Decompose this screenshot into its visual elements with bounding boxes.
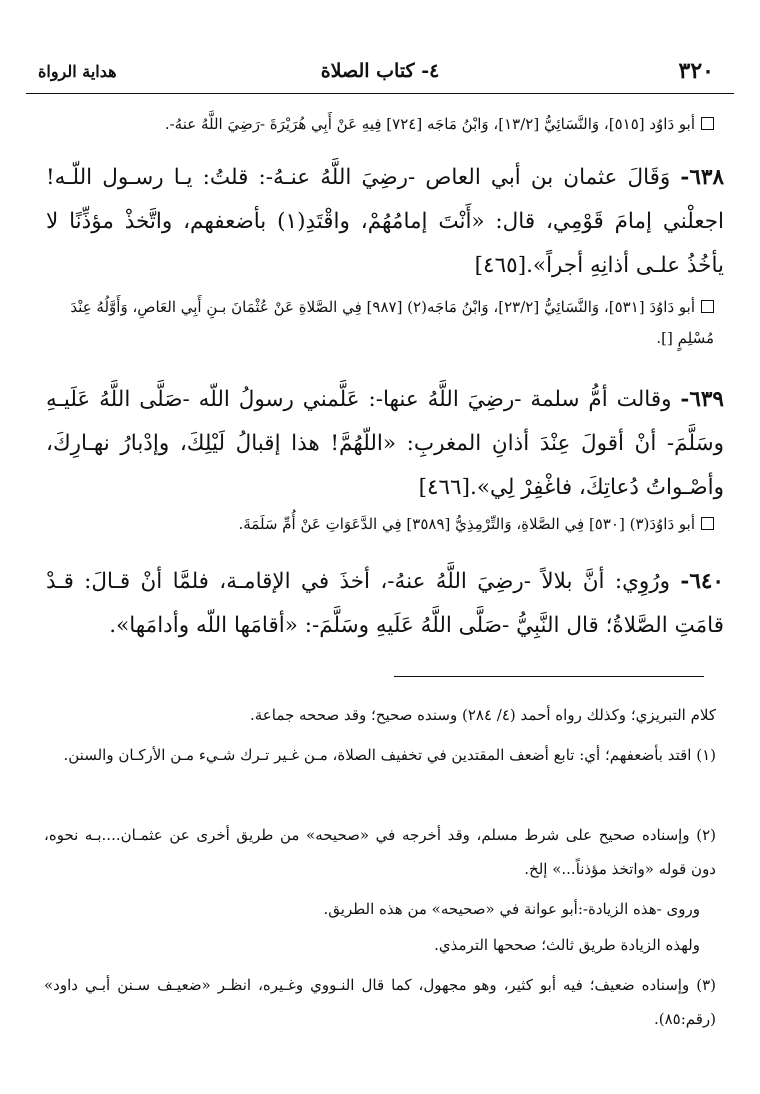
- source-text: أبو دَاوُدَ(٣) [٥٣٠] فِي الصَّلاةِ، وَالتِّرْمِذِيُّ [٣٥٨٩] فِي الدَّعَوَاتِ عَنْ أُمِّ سَلَمَةَ.: [238, 515, 695, 533]
- footnote-2-addition: وروى -هذه الزيادة-:أبو عوانة في «صحيحه» من هذه الطريق.: [323, 900, 700, 918]
- footnote-2-third-route: ولهذه الزيادة طريق ثالث؛ صححها الترمذي.: [434, 936, 700, 954]
- source-reference-1: [60, 108, 714, 140]
- hadith-639: [46, 378, 724, 510]
- source-reference-2: [60, 292, 714, 354]
- page-header: [26, 58, 734, 88]
- source-text: أبو دَاوُدَ [٥٣١]، وَالنَّسَائِيُّ [٢٣/٢]، وَابْنُ مَاجَه(٢) [٩٨٧] فِي الصَّلاةِ عَنْ عُثْمَانَ بـنِ أَبِي العَاصِ، وَأَوَّلُهُ عِنْدَ مُسْلِمٍ [].: [70, 298, 714, 347]
- chapter-title: ٤- كتاب الصلاة: [320, 60, 440, 82]
- footnote-2: (٢) وإسناده صحيح على شرط مسلم، وقد أخرجه في «صحيحه» من طريق أخرى عن عثمـان....بـه نحوه، دون قوله «واتخذ مؤذناً...» إلخ.: [44, 826, 716, 878]
- footnote-1: (١) اقتد بأضعفهم؛ أي: تابع أضعف المقتدين في تخفيف الصلاة، مـن غـير تـرك شـيء مـن الأركـان والسنن.: [63, 746, 716, 764]
- source-text: أبو دَاوُد [٥١٥]، وَالنَّسَائِيُّ [١٣/٢]، وَابْنُ مَاجَه [٧٢٤] فِيهِ عَنْ أَبِي هُرَيْرَةَ -رَضِيَ اللَّهُ عنهُ-.: [164, 115, 695, 133]
- hadith-text: وَقَالَ عثمان بن أبي العاص -رضِيَ اللَّهُ عنـهُ-: قلتُ: يـا رسـول اللّـه! اجعلْني إمامَ قَوْمِي، قال: «أَنْتَ إمامُهُمْ، واقْتَدِ(١) بأضعفهم، واتَّخذْ مؤذِّنًا لا يأخُذُ علـى أذانِهِ أجراً».[٤٦٥]: [46, 165, 724, 278]
- checkbox-square-icon: [701, 300, 714, 313]
- footnote-continued: كلام التبريزي؛ وكذلك رواه أحمد (٤/ ٢٨٤) وسنده صحيح؛ وقد صححه جماعة.: [249, 706, 716, 724]
- footnote-3: (٣) وإسناده ضعيف؛ فيه أبو كثير، وهو مجهول، كما قال النـووي وغـيره، انظـر «ضعيـف سـنن أبـي داود» (رقم:٨٥).: [44, 976, 716, 1028]
- checkbox-square-icon: [701, 517, 714, 530]
- hadith-number: ٦٤٠-: [680, 569, 724, 594]
- hadith-text: وقالت أمُّ سلمة -رضِيَ اللَّهُ عنها-: عَلَّمني رسولُ اللّه -صَلَّى اللَّهُ عَلَيـهِ وسَلَّمَ- أنْ أقولَ عِنْدَ أذانِ المغربِ: «اللّهُمَّ! هذا إقبالُ لَيْلِكَ، وإدْبارُ نهـارِكَ، وأصْـواتُ دُعاتِكَ، فاغْفِرْ لِي».[٤٦٦]: [46, 387, 724, 500]
- page-number: ٣٢٠: [678, 58, 714, 84]
- source-reference-3: [60, 508, 714, 540]
- hadith-number: ٦٣٩-: [680, 387, 724, 412]
- book-title: هداية الرواة: [38, 62, 117, 81]
- hadith-638: [46, 156, 724, 288]
- header-rule: [26, 93, 734, 94]
- hadith-number: ٦٣٨-: [680, 165, 724, 190]
- checkbox-square-icon: [701, 117, 714, 130]
- footnote-separator: [394, 676, 704, 677]
- hadith-text: ورُوِي: أنَّ بلالاً -رضِيَ اللَّهُ عنهُ-، أخذَ في الإقامـة، فلمَّا أنْ قـالَ: قـدْ قامَتِ الصَّلاةُ؛ قال النَّبِيُّ -صَلَّى اللَّهُ عَلَيهِ وسَلَّمَ-: «أقامَها اللّه وأدامَها».: [46, 569, 724, 638]
- hadith-640: [46, 560, 724, 648]
